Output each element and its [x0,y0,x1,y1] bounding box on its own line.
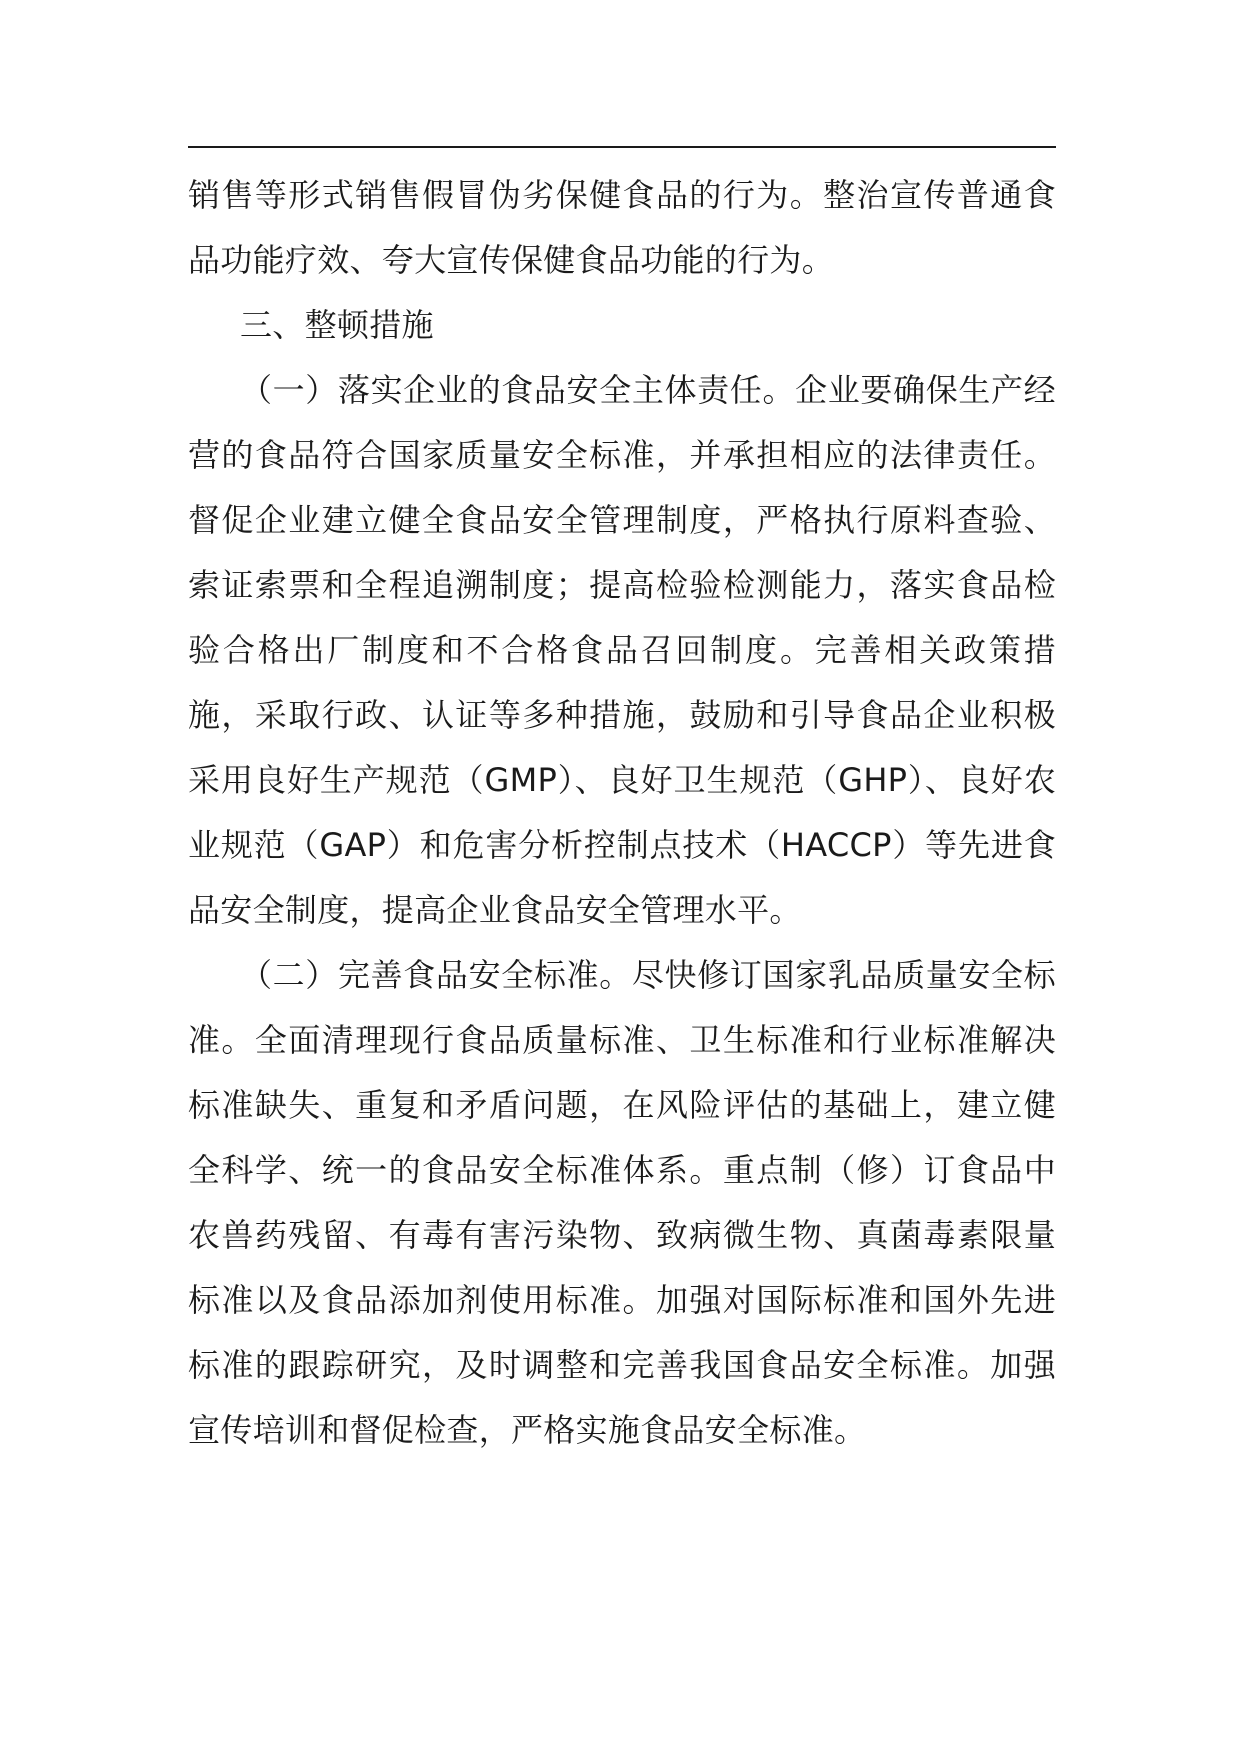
header-rule [188,146,1056,148]
paragraph-item-2: （二）完善食品安全标准。尽快修订国家乳品质量安全标准。全面清理现行食品质量标准、卫生标准和行业标准解决标准缺失、重复和矛盾问题，在风险评估的基础上，建立健全科学、统一的食品安全标准体系。重点制（修）订食品中农兽药残留、有毒有害污染物、致病微生物、真菌毒素限量标准以及食品添加剂使用标准。加强对国际标准和国外先进标准的跟踪研究，及时调整和完善我国食品安全标准。加强宣传培训和督促检查，严格实施食品安全标准。 [188,956,1056,1449]
section-heading: 三、整顿措施 [240,306,434,344]
paragraph-item-1: （一）落实企业的食品安全主体责任。企业要确保生产经营的食品符合国家质量安全标准，并承担相应的法律责任。督促企业建立健全食品安全管理制度，严格执行原料查验、索证索票和全程追溯制度；提高检验检测能力，落实食品检验合格出厂制度和不合格食品召回制度。完善相关政策措施，采取行政、认证等多种措施，鼓励和引导食品企业积极采用良好生产规范（GMP）、良好卫生规范（GHP）、良好农业规范（GAP）和危害分析控制点技术（HACCP）等先进食品安全制度，提高企业食品安全管理水平。 [188,371,1056,929]
document-body [188,163,1056,1463]
paragraph-continuation: 销售等形式销售假冒伪劣保健食品的行为。整治宣传普通食品功能疗效、夸大宣传保健食品功能的行为。 [188,176,1056,279]
